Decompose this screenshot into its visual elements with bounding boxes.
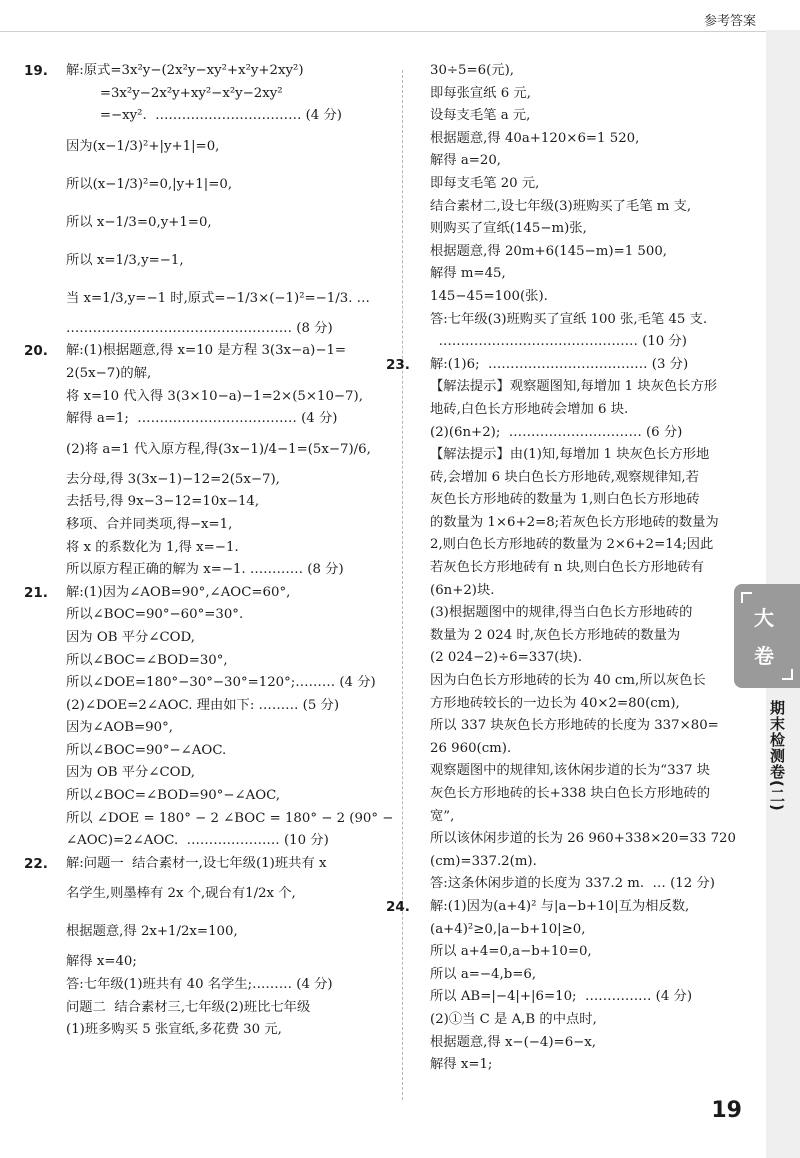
- solution-text: 数量为 2 024 时,灰色长方形地砖的数量为: [430, 627, 681, 643]
- solution-text: 所以 x=1/3,y=−1,: [66, 252, 184, 268]
- solution-text: ∠AOC)=2∠AOC. ………………… (10 分): [66, 833, 329, 849]
- solution-line: [430, 580, 730, 603]
- solution-line: [430, 83, 730, 106]
- solution-text: 解得 a=1; ……………………………… (4 分): [66, 411, 338, 427]
- solution-line: [66, 913, 388, 951]
- solution-text: (2)(6n+2); ………………………… (6 分): [430, 424, 683, 440]
- solution-text: (1)班多购买 5 张宣纸,多花费 30 元,: [66, 1022, 282, 1038]
- solution-text: 解得 x=1;: [430, 1057, 493, 1073]
- solution-text: 若灰色长方形地砖有 n 块,则白色长方形地砖有: [430, 560, 704, 576]
- solution-line: [430, 489, 730, 512]
- solution-line: [24, 60, 388, 83]
- solution-text: 解:(1)因为(a+4)² 与|a−b+10|互为相反数,: [430, 898, 690, 914]
- solution-line: [430, 873, 730, 896]
- solution-text: 26 960(cm).: [430, 740, 512, 756]
- solution-line: [430, 512, 730, 535]
- header-divider: [0, 31, 770, 32]
- tab-char-bottom: 卷: [754, 644, 774, 668]
- solution-line: [66, 242, 388, 280]
- solution-line: [430, 218, 730, 241]
- solution-text: 30÷5=6(元),: [430, 63, 515, 78]
- question-number: 24.: [386, 898, 410, 915]
- solution-text: 解得 x=40;: [66, 954, 137, 970]
- solution-line: [430, 467, 730, 490]
- solution-text: (6n+2)块.: [430, 582, 495, 598]
- solution-text: 2(5x−7)的解,: [66, 365, 152, 381]
- question-number: 23.: [386, 356, 410, 373]
- solution-text: 解:问题一 结合素材一,设七年级(1)班共有 x: [66, 855, 327, 871]
- solution-line: [430, 851, 730, 874]
- solution-line: [66, 280, 388, 318]
- solution-text: 名学生,则墨棒有 2x 个,砚台有1/2x 个,: [66, 886, 296, 902]
- solution-line: [430, 783, 730, 806]
- solution-text: 所以∠DOE=180°−30°−30°=120°;……… (4 分): [66, 675, 376, 691]
- solution-line: [430, 670, 730, 693]
- solution-line: [430, 150, 730, 173]
- solution-text: (2)将 a=1 代入原方程,得(3x−1)/4−1=(5x−7)/6,: [66, 441, 371, 457]
- solution-line: [386, 896, 730, 919]
- solution-line: [430, 263, 730, 286]
- solution-line: [430, 173, 730, 196]
- solution-text: 结合素材二,设七年级(3)班购买了毛笔 m 支,: [430, 198, 692, 214]
- solution-text: 解得 a=20,: [430, 153, 502, 169]
- solution-text: 设每支毛笔 a 元,: [430, 108, 531, 124]
- solution-line: [430, 309, 730, 332]
- solution-text: 因为 OB 平分∠COD,: [66, 765, 195, 781]
- question-number: 22.: [24, 855, 48, 872]
- solution-text: 移项、合并同类项,得−x=1,: [66, 516, 233, 532]
- solution-text: 的数量为 1×6+2=8;若灰色长方形地砖的数量为: [430, 514, 719, 530]
- solution-line: [430, 534, 730, 557]
- solution-line: [66, 514, 388, 537]
- solution-line: [66, 740, 388, 763]
- solution-text: 所以 a=−4,b=6,: [430, 966, 537, 982]
- solution-text: 宽”,: [430, 808, 455, 824]
- solution-text: 即每张宣纸 6 元,: [430, 85, 531, 101]
- solution-line: [66, 491, 388, 514]
- solution-text: 将 x=10 代入得 3(3×10−a)−1=2×(5×10−7),: [66, 388, 363, 404]
- solution-line: [430, 196, 730, 219]
- solution-line: [66, 1019, 388, 1042]
- right-column: [386, 60, 736, 1077]
- section-tab: [734, 584, 800, 688]
- solution-text: =−xy². …………………………… (4 分): [66, 108, 342, 124]
- solution-line: [430, 1032, 730, 1055]
- solution-line: [66, 83, 388, 106]
- solution-text: 灰色长方形地砖的长+338 块白色长方形地砖的: [430, 786, 711, 801]
- solution-text: 因为(x−1/3)²+|y+1|=0,: [66, 138, 220, 154]
- page-number: 19: [711, 1098, 742, 1123]
- solution-line: [430, 1054, 730, 1077]
- left-column: [24, 60, 394, 1042]
- solution-line: [430, 941, 730, 964]
- solution-line: [66, 105, 388, 128]
- solution-text: 根据题意,得 x−(−4)=6−x,: [430, 1034, 597, 1050]
- solution-text: 解:(1)6; ……………………………… (3 分): [430, 356, 689, 372]
- solution-line: [430, 286, 730, 309]
- solution-line: [66, 830, 388, 853]
- solution-text: 解:(1)因为∠AOB=90°,∠AOC=60°,: [66, 584, 291, 600]
- solution-text: ……………………………………… (10 分): [430, 334, 687, 350]
- solution-text: =3x²y−2x²y+xy²−x²y−2xy²: [66, 85, 283, 101]
- solution-text: 去括号,得 9x−3−12=10x−14,: [66, 494, 260, 510]
- solution-line: [66, 559, 388, 582]
- solution-text: 解得 m=45,: [430, 266, 506, 282]
- solution-line: [66, 951, 388, 974]
- solution-line: [66, 785, 388, 808]
- solution-line: [430, 602, 730, 625]
- solution-text: (a+4)²≥0,|a−b+10|≥0,: [430, 921, 586, 937]
- solution-text: 根据题意,得 40a+120×6=1 520,: [430, 130, 640, 146]
- solution-text: 地砖,白色长方形地砖会增加 6 块.: [430, 401, 629, 417]
- solution-text: (2)∠DOE=2∠AOC. 理由如下: ……… (5 分): [66, 697, 340, 713]
- solution-line: [430, 806, 730, 829]
- solution-line: [386, 354, 730, 377]
- solution-line: [430, 1009, 730, 1032]
- solution-text: …………………………………………… (8 分): [66, 320, 333, 336]
- solution-text: 所以∠BOC=90°−∠AOC.: [66, 742, 227, 758]
- solution-line: [430, 444, 730, 467]
- solution-text: (cm)=337.2(m).: [430, 853, 537, 869]
- solution-line: [66, 974, 388, 997]
- solution-line: [66, 997, 388, 1020]
- solution-line: [66, 627, 388, 650]
- solution-line: [66, 166, 388, 204]
- solution-line: [430, 422, 730, 445]
- solution-line: [430, 557, 730, 580]
- solution-line: [430, 647, 730, 670]
- solution-text: 根据题意,得 2x+1/2x=100,: [66, 924, 238, 940]
- solution-text: 观察题图中的规律知,该休闲步道的长为“337 块: [430, 763, 710, 779]
- solution-text: (2 024−2)÷6=337(块).: [430, 650, 583, 666]
- solution-text: 答:这条休闲步道的长度为 337.2 m. … (12 分): [430, 876, 715, 892]
- solution-text: 所以 a+4=0,a−b+10=0,: [430, 944, 592, 960]
- solution-line: [430, 828, 736, 851]
- solution-line: [430, 964, 730, 987]
- solution-text: 将 x 的系数化为 1,得 x=−1.: [66, 539, 239, 555]
- column-divider: [402, 70, 403, 1100]
- solution-line: [66, 537, 388, 560]
- solution-text: 所以∠BOC=∠BOD=30°,: [66, 652, 228, 668]
- solution-text: 问题二 结合素材三,七年级(2)班比七年级: [66, 999, 311, 1015]
- solution-line: [66, 408, 388, 431]
- solution-line: [430, 986, 730, 1009]
- solution-line: [66, 386, 388, 409]
- solution-line: [430, 376, 730, 399]
- tab-char-top: 大: [754, 606, 774, 630]
- solution-text: 答:七年级(3)班购买了宣纸 100 张,毛笔 45 支.: [430, 311, 708, 327]
- solution-text: 2,则白色长方形地砖的数量为 2×6+2=14;因此: [430, 537, 714, 553]
- question-number: 21.: [24, 584, 48, 601]
- tab-corner-top-left: [741, 592, 752, 603]
- solution-line: [430, 760, 730, 783]
- solution-text: 【解法提示】观察题图知,每增加 1 块灰色长方形: [430, 379, 718, 395]
- solution-text: 所以 x−1/3=0,y+1=0,: [66, 214, 212, 230]
- solution-line: [66, 672, 388, 695]
- solution-line: [24, 853, 388, 876]
- tab-corner-bottom-right: [782, 669, 793, 680]
- solution-text: 则购买了宣纸(145−m)张,: [430, 221, 587, 237]
- solution-text: 所以 AB=|−4|+|6=10; …………… (4 分): [430, 989, 693, 1005]
- solution-text: 答:七年级(1)班共有 40 名学生;……… (4 分): [66, 977, 333, 993]
- solution-line: [66, 204, 388, 242]
- solution-line: [66, 128, 388, 166]
- solution-line: [430, 331, 730, 354]
- solution-line: [66, 650, 388, 673]
- question-number: 19.: [24, 63, 48, 79]
- solution-line: [66, 431, 388, 469]
- solution-text: 砖,会增加 6 块白色长方形地砖,观察规律知,若: [430, 469, 699, 485]
- solution-line: [24, 582, 388, 605]
- solution-text: 因为白色长方形地砖的长为 40 cm,所以灰色长: [430, 673, 706, 689]
- solution-text: 去分母,得 3(3x−1)−12=2(5x−7),: [66, 471, 280, 487]
- solution-text: (2)①当 C 是 A,B 的中点时,: [430, 1011, 597, 1027]
- solution-line: [430, 919, 730, 942]
- solution-text: 所以∠BOC=∠BOD=90°−∠AOC,: [66, 788, 281, 804]
- solution-line: [430, 715, 730, 738]
- solution-text: 所以∠BOC=90°−60°=30°.: [66, 607, 244, 623]
- solution-text: 所以该休闲步道的长为 26 960+338×20=33 720: [430, 831, 736, 847]
- solution-line: [430, 60, 730, 83]
- solution-line: [66, 762, 388, 785]
- solution-text: 解:(1)根据题意,得 x=10 是方程 3(3x−a)−1=: [66, 343, 347, 359]
- solution-text: 方形地砖较长的一边长为 40×2=80(cm),: [430, 695, 680, 711]
- header-label: 参考答案: [703, 14, 756, 29]
- solution-text: 145−45=100(张).: [430, 288, 548, 304]
- solution-line: [24, 340, 388, 363]
- solution-line: [66, 808, 394, 831]
- solution-line: [430, 399, 730, 422]
- side-vertical-label: 期末检测卷(二): [768, 700, 786, 812]
- solution-text: 根据题意,得 20m+6(145−m)=1 500,: [430, 243, 668, 259]
- solution-line: [430, 738, 730, 761]
- question-number: 20.: [24, 343, 48, 360]
- solution-text: 解:原式=3x²y−(2x²y−xy²+x²y+2xy²): [66, 63, 304, 78]
- solution-line: [430, 105, 730, 128]
- solution-line: [66, 469, 388, 492]
- solution-line: [430, 625, 730, 648]
- solution-text: (3)根据题图中的规律,得当白色长方形地砖的: [430, 605, 693, 621]
- solution-text: 【解法提示】由(1)知,每增加 1 块灰色长方形地: [430, 447, 710, 463]
- solution-text: 当 x=1/3,y=−1 时,原式=−1/3×(−1)²=−1/3. …: [66, 290, 370, 306]
- solution-text: 所以 337 块灰色长方形地砖的长度为 337×80=: [430, 718, 719, 734]
- solution-line: [66, 717, 388, 740]
- solution-text: 所以原方程正确的解为 x=−1. ………… (8 分): [66, 562, 344, 578]
- solution-text: 因为 OB 平分∠COD,: [66, 629, 195, 645]
- solution-text: 灰色长方形地砖的数量为 1,则白色长方形地砖: [430, 492, 700, 508]
- solution-text: 即每支毛笔 20 元,: [430, 175, 540, 191]
- solution-line: [430, 693, 730, 716]
- solution-line: [66, 363, 388, 386]
- solution-text: 所以(x−1/3)²=0,|y+1|=0,: [66, 176, 233, 192]
- solution-line: [430, 128, 730, 151]
- solution-text: 因为∠AOB=90°,: [66, 720, 173, 736]
- solution-line: [66, 318, 388, 341]
- solution-line: [430, 241, 730, 264]
- solution-text: 所以 ∠DOE = 180° − 2 ∠BOC = 180° − 2 (90° −: [66, 810, 394, 826]
- solution-line: [66, 875, 388, 913]
- solution-line: [66, 604, 388, 627]
- solution-line: [66, 695, 388, 718]
